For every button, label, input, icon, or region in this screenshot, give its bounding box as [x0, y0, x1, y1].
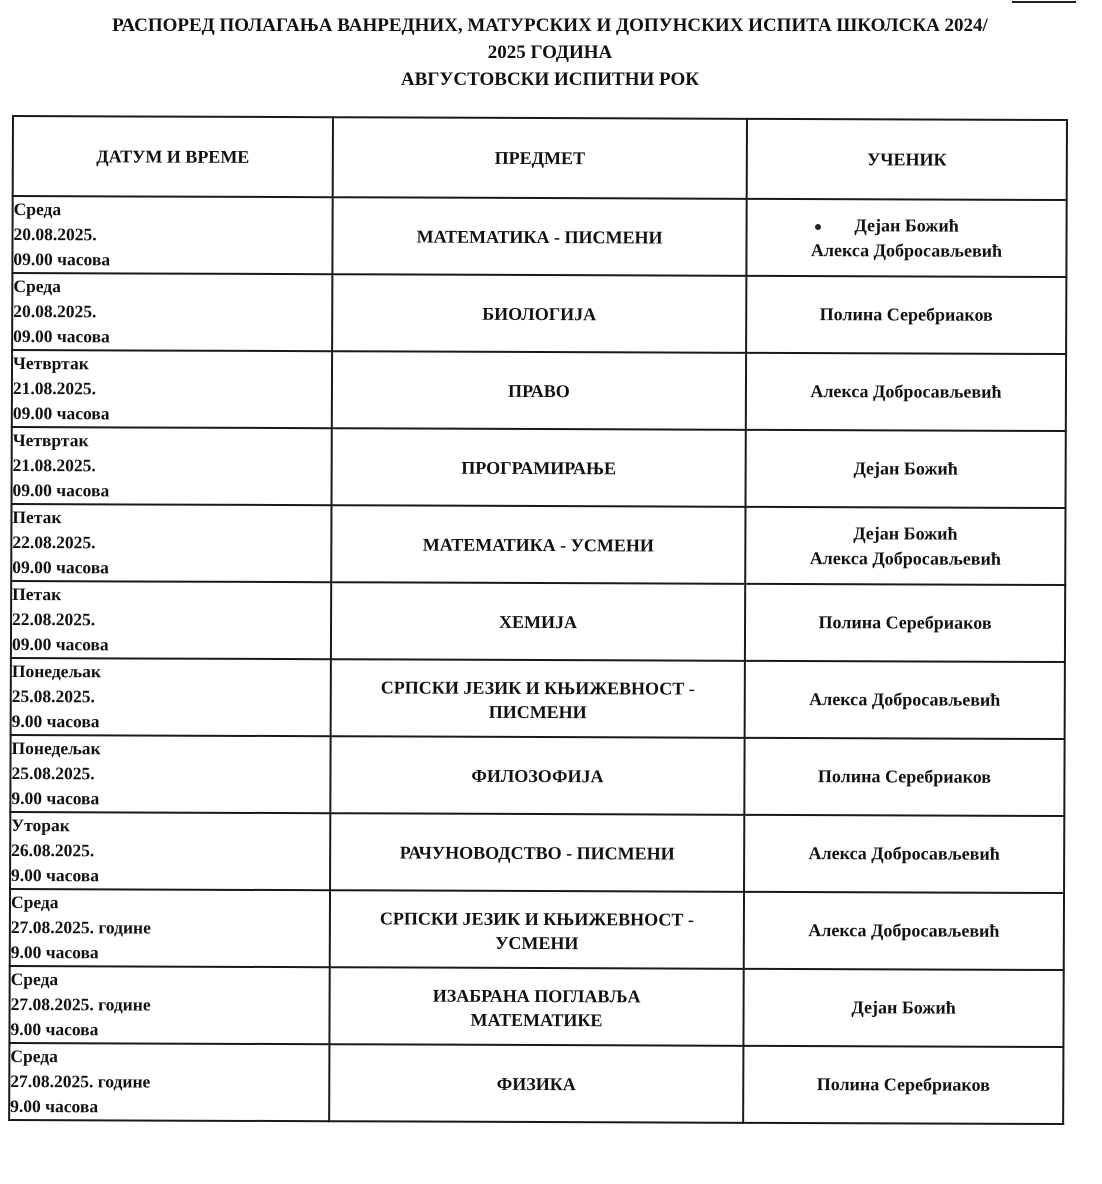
top-edge-rule	[1012, 1, 1076, 3]
table-row	[9, 966, 1063, 1047]
subject-line: РАЧУНОВОДСТВО - ПИСМЕНИ	[399, 841, 675, 864]
cell-date-time	[11, 504, 331, 582]
cell-time: 9.00 часова	[11, 788, 100, 809]
table-row	[12, 196, 1066, 277]
cell-date-time	[12, 427, 332, 505]
cell-day: Среда	[13, 276, 61, 297]
cell-student	[744, 815, 1064, 893]
table-row	[11, 658, 1065, 739]
cell-student	[745, 507, 1065, 585]
student-name: Полина Серебриаков	[818, 612, 992, 633]
title-line-1: РАСПОРЕД ПОЛАГАЊА ВАНРЕДНИХ, МАТУРСКИХ И ДОПУНСКИХ ИСПИТА ШКОЛСКА 2024/	[112, 15, 988, 36]
cell-date: 20.08.2025.	[13, 224, 97, 245]
cell-date-time	[12, 273, 332, 351]
cell-time: 9.00 часова	[11, 711, 100, 732]
student-name: Алекса Добросављевић	[810, 381, 1002, 402]
cell-date-time	[10, 889, 330, 967]
cell-subject	[331, 505, 745, 584]
cell-date: 27.08.2025. године	[10, 917, 151, 938]
cell-time: 09.00 часова	[11, 634, 109, 655]
cell-date: 27.08.2025. године	[10, 994, 151, 1015]
cell-subject	[331, 659, 745, 738]
cell-date: 25.08.2025.	[11, 763, 95, 784]
scan-dot-mark	[815, 224, 821, 230]
cell-date-time	[11, 581, 331, 659]
table-header-row	[13, 116, 1067, 200]
table-row	[12, 273, 1066, 354]
cell-day: Уторак	[11, 815, 70, 836]
cell-date-time	[9, 966, 329, 1044]
subject-line: ПРАВО	[508, 380, 570, 401]
cell-subject	[331, 582, 745, 661]
cell-time: 9.00 часова	[10, 1019, 99, 1040]
cell-student	[746, 276, 1066, 354]
cell-subject	[330, 890, 744, 969]
subject-line: ПИСМЕНИ	[488, 701, 587, 723]
cell-day: Понедељак	[11, 738, 101, 759]
cell-subject	[329, 1044, 743, 1123]
title-line-2: 2025 ГОДИНА	[487, 42, 613, 63]
cell-date: 20.08.2025.	[13, 301, 97, 322]
cell-student	[746, 199, 1066, 277]
subject-line: СРПСКИ ЈЕЗИК И КЊИЖЕВНОСТ -	[380, 677, 695, 699]
cell-time: 09.00 часова	[12, 403, 110, 424]
cell-subject	[332, 197, 746, 276]
cell-date-time	[10, 735, 330, 813]
student-name: Дејан Божић	[853, 522, 958, 544]
subject-line: ФИЛОЗОФИЈА	[471, 765, 604, 786]
student-name: Дејан Божић	[851, 997, 956, 1018]
table-row	[10, 735, 1064, 816]
header-subject: ПРЕДМЕТ	[333, 117, 747, 199]
cell-student	[743, 969, 1063, 1047]
cell-day: Среда	[13, 199, 62, 220]
cell-time: 9.00 часова	[11, 865, 100, 886]
exam-schedule-table	[8, 115, 1068, 1125]
table-row	[11, 504, 1065, 585]
table-row	[9, 1043, 1063, 1124]
cell-day: Понедељак	[11, 661, 101, 682]
cell-day: Среда	[10, 892, 59, 913]
cell-date: 21.08.2025.	[12, 378, 97, 399]
student-name: Алекса Добросављевић	[809, 547, 1001, 569]
table-body	[9, 196, 1067, 1124]
table-row	[10, 812, 1064, 893]
student-name: Полина Серебриаков	[817, 766, 992, 787]
student-name: Полина Серебриаков	[819, 304, 993, 325]
cell-time: 09.00 часова	[12, 557, 109, 578]
student-name: Полина Серебриаков	[816, 1074, 990, 1095]
cell-date: 21.08.2025.	[12, 455, 96, 476]
subject-line: ФИЗИКА	[496, 1073, 576, 1094]
header-student: УЧЕНИК	[747, 119, 1067, 200]
cell-time: 09.00 часова	[13, 326, 110, 347]
title-line-3: АВГУСТОВСКИ ИСПИТНИ РОК	[400, 69, 700, 90]
cell-day: Петак	[12, 507, 62, 528]
document-title	[20, 12, 1080, 93]
cell-student	[744, 892, 1064, 970]
subject-line: СРПСКИ ЈЕЗИК И КЊИЖЕВНОСТ -	[379, 908, 694, 930]
table-row	[12, 427, 1066, 508]
student-name: Алекса Добросављевић	[809, 689, 1001, 710]
student-name: Алекса Добросављевић	[810, 239, 1003, 261]
cell-student	[744, 738, 1064, 816]
cell-time: 9.00 часова	[10, 1096, 99, 1117]
subject-line: УСМЕНИ	[495, 932, 579, 954]
subject-line: МАТЕМАТИКЕ	[470, 1009, 603, 1031]
cell-student	[745, 584, 1065, 662]
cell-student	[746, 353, 1066, 431]
cell-date: 27.08.2025. године	[10, 1071, 151, 1092]
cell-date-time	[10, 812, 330, 890]
cell-date-time	[12, 350, 332, 428]
cell-subject	[330, 736, 744, 815]
cell-time: 09.00 часова	[12, 480, 110, 501]
table-row	[12, 350, 1066, 431]
cell-day: Среда	[10, 1046, 58, 1067]
student-name: Дејан Божић	[854, 214, 959, 236]
subject-line: БИОЛОГИЈА	[482, 303, 597, 324]
table-row	[10, 889, 1064, 970]
cell-date: 26.08.2025.	[11, 840, 95, 861]
cell-day: Четвртак	[12, 430, 89, 451]
student-name: Алекса Добросављевић	[808, 920, 1000, 941]
cell-subject	[332, 428, 746, 507]
cell-subject	[332, 351, 746, 430]
cell-day: Четвртак	[13, 353, 89, 374]
cell-subject	[330, 813, 744, 892]
cell-day: Петак	[12, 584, 62, 605]
cell-subject	[329, 967, 743, 1046]
subject-line: МАТЕМАТИКА - ПИСМЕНИ	[416, 226, 663, 247]
subject-line: МАТЕМАТИКА - УСМЕНИ	[422, 534, 654, 555]
subject-line: ИЗАБРАНА ПОГЛАВЉА	[432, 985, 641, 1007]
cell-date: 22.08.2025.	[12, 609, 96, 630]
cell-date: 22.08.2025.	[12, 532, 96, 553]
subject-line: ПРОГРАМИРАЊЕ	[461, 457, 617, 478]
cell-student	[743, 1046, 1063, 1124]
cell-date-time	[12, 196, 332, 274]
cell-subject	[332, 274, 746, 353]
subject-line: ХЕМИЈА	[499, 611, 578, 632]
student-name: Дејан Божић	[853, 458, 958, 479]
cell-time: 9.00 часова	[10, 942, 99, 963]
cell-day: Среда	[10, 969, 59, 990]
cell-student	[745, 661, 1065, 739]
cell-date-time	[11, 658, 331, 736]
cell-time: 09.00 часова	[13, 249, 111, 270]
student-name: Алекса Добросављевић	[808, 843, 1000, 864]
cell-student	[746, 430, 1066, 508]
cell-date: 25.08.2025.	[11, 686, 95, 707]
header-date-time: ДАТУМ И ВРЕМЕ	[13, 116, 333, 197]
table-row	[11, 581, 1065, 662]
cell-date-time	[9, 1043, 329, 1121]
